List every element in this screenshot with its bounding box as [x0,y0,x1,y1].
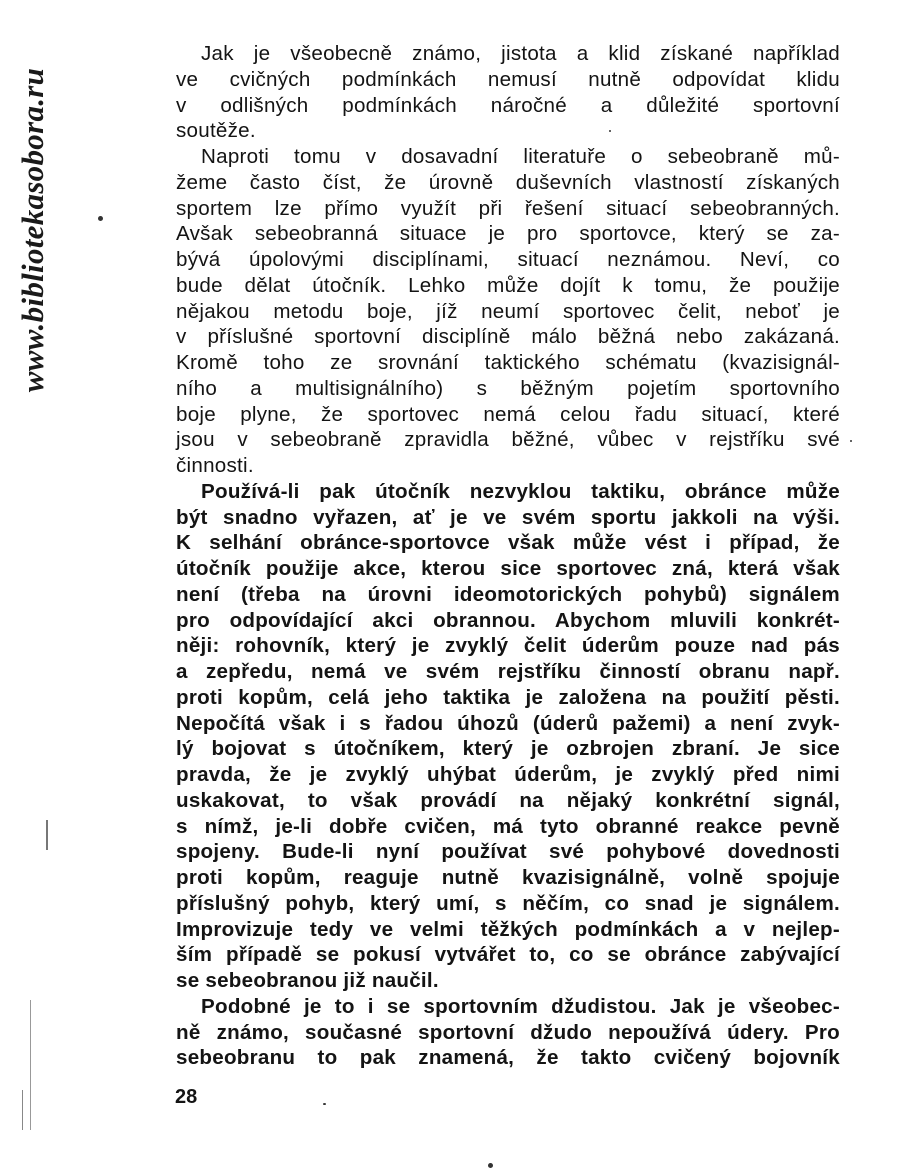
text-line: ve cvičných podmínkách nemusí nutně odpovídat klidu [176,67,840,91]
text-line: Kromě toho ze srovnání taktického schématu (kvazisignál- [176,351,840,374]
paragraph [176,144,840,479]
text-line: v odlišných podmínkách náročné a důležité sportovní [176,93,840,117]
text-line: a zepředu, nemá ve svém rejstříku činností obranu např. [176,660,840,683]
text-line: ního a multisignálního) s běžným pojetím sportovního [176,376,840,400]
text-line: proti kopům, celá jeho taktika je založena na použití pěsti. [176,685,840,709]
text-line: Jak je všeobecně známo, jistota a klid získané například [201,42,840,65]
text-line: sebeobranu to pak znamená, že takto cvičený bojovník [176,1046,840,1070]
scan-speck [98,216,103,221]
text-line: Naproti tomu v dosavadní literatuře o sebeobraně mů- [201,145,840,168]
text-line: činnosti. [176,454,254,477]
text-line: něji: rohovník, který je zvyklý čelit úderům pouze nad pás [176,634,840,658]
text-line: v příslušné sportovní disciplíně málo běžná nebo zakázaná. [176,325,840,349]
text-line: jsou v sebeobraně zpravidla běžné, vůbec v rejstříku své [176,428,840,452]
text-line: Používá-li pak útočník nezvyklou taktiku, obránce může [201,479,840,503]
text-line: Avšak sebeobranná situace je pro sportovce, který se za- [176,222,840,246]
text-line: útočník použije akce, kterou sice sportovec zná, která však [176,557,840,580]
text-line: není (třeba na úrovni ideomotorických pohybů) signálem [176,582,840,606]
text-line: s nímž, je-li dobře cvičen, má tyto obranné reakce pevně [176,814,840,838]
paragraph [176,479,840,994]
text-line: žeme často číst, že úrovně duševních vlastností získaných [176,170,840,194]
text-line: být snadno vyřazen, ať je ve svém sportu jakkoli na výši. [176,505,840,529]
scan-speck [609,130,611,132]
text-line: boje plyne, že sportovec nemá celou řadu situací, které [176,402,840,426]
text-line: Nepočítá však i s řadou úhozů (úderů pažemi) a není zvyk- [176,711,840,735]
text-line: ším případě se pokusí vytvářet to, co se obránce zabývající [176,943,840,967]
scan-speck [488,1163,493,1168]
text-line: sportem lze přímo využít při řešení situací sebeobranných. [176,196,840,220]
page-number: 28 [175,1086,198,1108]
body-text [176,41,840,1071]
scan-edge-mark [46,820,48,850]
text-line: spojeny. Bude-li nyní používat své pohybové dovednosti [176,840,840,864]
text-line: lý bojovat s útočníkem, který je ozbrojen zbraní. Je sice [176,737,840,761]
text-line: bývá úpolovými disciplínami, situací neznámou. Neví, co [176,248,840,271]
paragraph [176,41,840,144]
text-line: nějakou metodu boje, jíž neumí sportovec čelit, neboť je [176,299,840,323]
text-line: příslušný pohyb, který umí, s něčím, co snad je signálem. [176,891,840,915]
text-line: soutěže. [176,119,256,143]
scan-speck [850,440,852,442]
paragraph [176,994,840,1071]
text-line: bude dělat útočník. Lehko může dojít k tomu, že použije [176,273,840,297]
scan-edge-mark [30,1000,31,1130]
text-line: K selhání obránce-sportovce však může vést i případ, že [176,531,840,555]
watermark [2,20,64,440]
text-line: Podobné je to i se sportovním džudistou. Jak je všeobec- [201,994,840,1018]
text-line: proti kopům, reaguje nutně kvazisignálně, volně spojuje [176,866,840,889]
watermark-text: www.bibliotekasobora.ru [15,67,50,393]
text-line: pro odpovídající akci obrannou. Abychom mluvili konkrét- [176,608,840,632]
text-line: uskakovat, to však provádí na nějaký konkrétní signál, [176,788,840,812]
scan-edge-mark [22,1090,23,1130]
text-line: pravda, že je zvyklý uhýbat úderům, je zvyklý před nimi [176,763,840,786]
text-line: se sebeobranou již naučil. [176,969,439,992]
text-line: ně známo, současné sportovní džudo nepoužívá údery. Pro [176,1020,840,1044]
text-line: Improvizuje tedy ve velmi těžkých podmínkách a v nejlep- [176,917,840,941]
scan-speck [323,1103,326,1105]
